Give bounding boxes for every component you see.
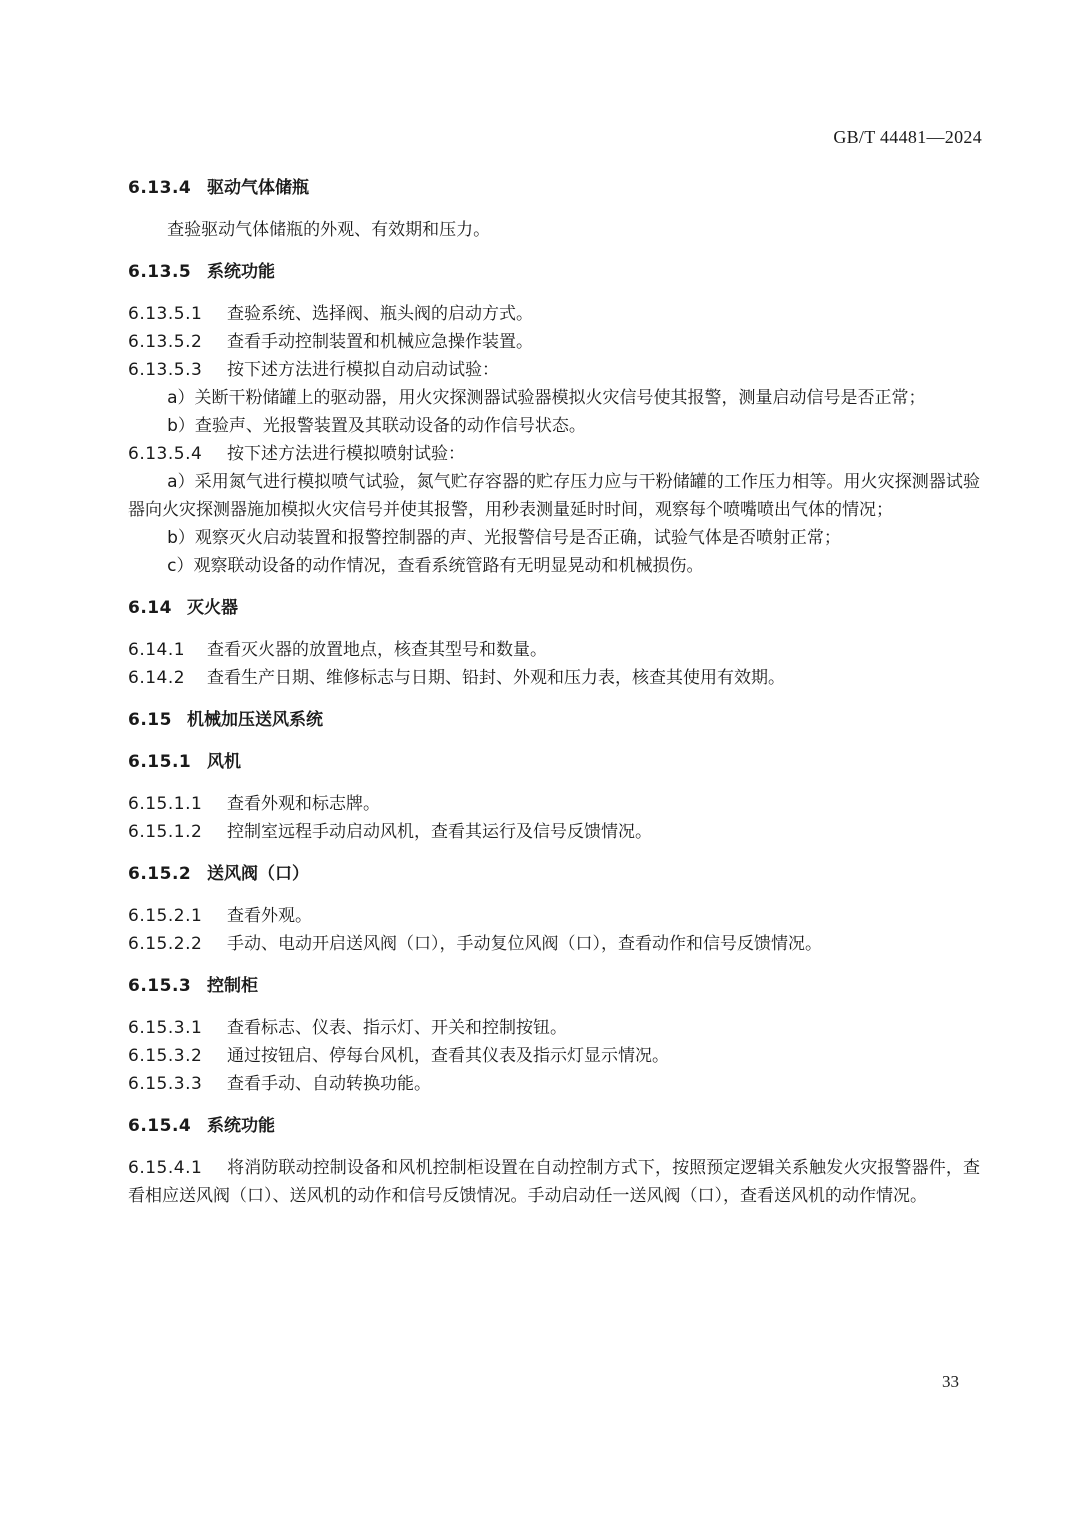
page-number: 33 [942, 1372, 959, 1391]
paragraph: 查验驱动气体储瓶的外观、有效期和压力。 [167, 220, 491, 240]
section-number: 6.15 [128, 710, 172, 730]
section-number: 6.13.4 [128, 178, 192, 198]
clause-number: 6.15.3.3 [128, 1074, 203, 1094]
section-number: 6.14 [128, 598, 172, 618]
section-title: 灭火器 [187, 598, 238, 618]
clause-number: 6.15.2.1 [128, 906, 203, 926]
page-content [128, 174, 980, 1210]
section-heading-6-13-4 [128, 174, 980, 202]
clause-6-14-2 [128, 664, 980, 692]
section-heading-6-15-1 [128, 748, 980, 776]
clause-number: 6.15.3.2 [128, 1046, 203, 1066]
clause-number: 6.15.1.2 [128, 822, 203, 842]
section-title: 送风阀（口） [207, 864, 309, 884]
clause-6-15-3-2 [128, 1042, 980, 1070]
section-number: 6.15.2 [128, 864, 192, 884]
clause-text: 查看标志、仪表、指示灯、开关和控制按钮。 [227, 1018, 567, 1038]
clause-number: 6.13.5.3 [128, 360, 203, 380]
section-number: 6.15.4 [128, 1116, 192, 1136]
clause-6-15-1-1 [128, 790, 980, 818]
list-item-c: c）观察联动设备的动作情况，查看系统管路有无明显晃动和机械损伤。 [167, 556, 704, 576]
section-title: 系统功能 [207, 1116, 275, 1136]
clause-number: 6.15.4.1 [128, 1158, 203, 1178]
clause-text: 查看外观。 [227, 906, 312, 926]
section-heading-6-14 [128, 594, 980, 622]
clause-6-14-1 [128, 636, 980, 664]
clause-text: 手动、电动开启送风阀（口），手动复位风阀（口），查看动作和信号反馈情况。 [227, 934, 822, 954]
clause-number: 6.14.2 [128, 668, 186, 688]
clause-6-15-3-3 [128, 1070, 980, 1098]
section-title: 控制柜 [207, 976, 258, 996]
clause-6-13-5-2 [128, 328, 980, 356]
clause-number: 6.13.5.4 [128, 444, 203, 464]
section-heading-6-15-2 [128, 860, 980, 888]
clause-6-15-1-2 [128, 818, 980, 846]
section-heading-6-15 [128, 706, 980, 734]
clause-number: 6.15.3.1 [128, 1018, 203, 1038]
clause-text: 查看灭火器的放置地点，核查其型号和数量。 [207, 640, 547, 660]
section-number: 6.15.3 [128, 976, 192, 996]
clause-number: 6.15.2.2 [128, 934, 203, 954]
section-number: 6.15.1 [128, 752, 192, 772]
clause-text: 查看生产日期、维修标志与日期、铅封、外观和压力表，核查其使用有效期。 [207, 668, 785, 688]
section-heading-6-15-3 [128, 972, 980, 1000]
clause-text: 查看手动控制装置和机械应急操作装置。 [227, 332, 533, 352]
list-item-b: b）查验声、光报警装置及其联动设备的动作信号状态。 [167, 416, 586, 436]
standard-code: GB/T 44481—2024 [833, 127, 982, 147]
clause-number: 6.15.1.1 [128, 794, 203, 814]
section-title: 驱动气体储瓶 [207, 178, 309, 198]
section-heading-6-13-5 [128, 258, 980, 286]
clause-text: 查看手动、自动转换功能。 [227, 1074, 431, 1094]
section-title: 系统功能 [207, 262, 275, 282]
section-title: 机械加压送风系统 [187, 710, 323, 730]
clause-text: 将消防联动控制设备和风机控制柜设置在自动控制方式下，按照预定逻辑关系触发火灾报警器件，查看相应送风阀（口）、送风机的动作和信号反馈情况。手动启动任一送风阀（口），查看送风机的动作情况。 [128, 1158, 980, 1206]
clause-number: 6.14.1 [128, 640, 186, 660]
section-title: 风机 [207, 752, 241, 772]
clause-text: 控制室远程手动启动风机，查看其运行及信号反馈情况。 [227, 822, 652, 842]
clause-6-15-2-1 [128, 902, 980, 930]
clause-number: 6.13.5.1 [128, 304, 203, 324]
clause-6-13-5-1 [128, 300, 980, 328]
clause-text: 按下述方法进行模拟自动启动试验： [227, 360, 499, 380]
clause-6-15-3-1 [128, 1014, 980, 1042]
clause-6-15-4-1 [128, 1154, 980, 1210]
section-heading-6-15-4 [128, 1112, 980, 1140]
clause-6-13-5-4 [128, 440, 980, 468]
clause-number: 6.13.5.2 [128, 332, 203, 352]
clause-text: 查验系统、选择阀、瓶头阀的启动方式。 [227, 304, 533, 324]
list-item-a: a）关断干粉储罐上的驱动器，用火灾探测器试验器模拟火灾信号使其报警，测量启动信号是否正常； [167, 388, 926, 408]
clause-text: 按下述方法进行模拟喷射试验： [227, 444, 465, 464]
section-number: 6.13.5 [128, 262, 192, 282]
clause-text: 查看外观和标志牌。 [227, 794, 380, 814]
clause-6-13-5-3 [128, 356, 980, 384]
list-item-a: a）采用氮气进行模拟喷气试验，氮气贮存容器的贮存压力应与干粉储罐的工作压力相等。用火灾探测器试验器向火灾探测器施加模拟火灾信号并使其报警，用秒表测量延时时间，观察每个喷嘴喷出气体的情况； [128, 472, 980, 520]
list-item-b: b）观察灭火启动装置和报警控制器的声、光报警信号是否正确，试验气体是否喷射正常； [167, 528, 841, 548]
clause-text: 通过按钮启、停每台风机，查看其仪表及指示灯显示情况。 [227, 1046, 669, 1066]
clause-6-15-2-2 [128, 930, 980, 958]
